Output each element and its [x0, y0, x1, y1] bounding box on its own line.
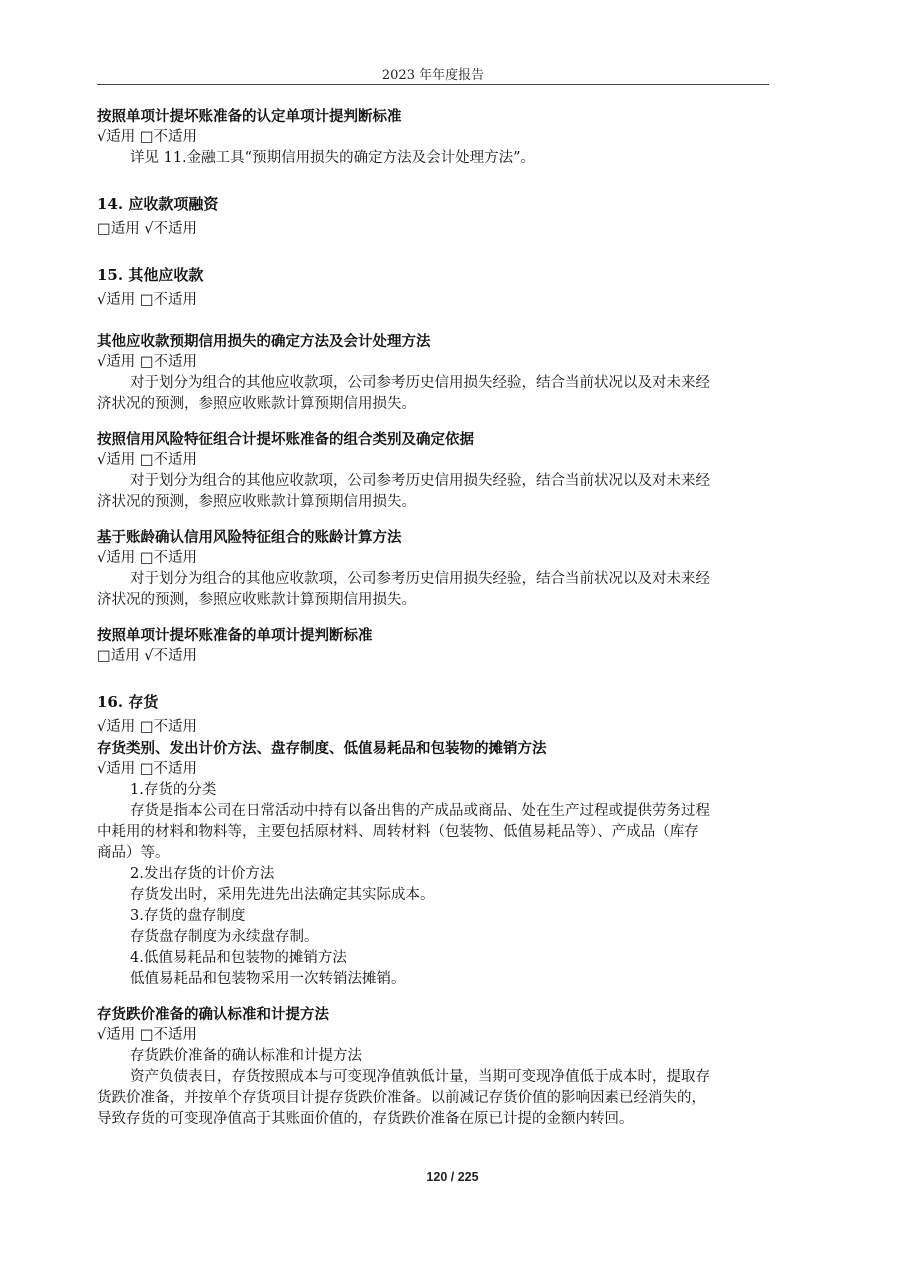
section-heading: 按照单项计提坏账准备的单项计提判断标准 — [97, 627, 373, 644]
paragraph-line: 存货是指本公司在日常活动中持有以备出售的产成品或商品、处在生产过程或提供劳务过程 — [130, 803, 710, 819]
paragraph-line: 存货发出时，采用先进先出法确定其实际成本。 — [130, 887, 435, 903]
page-number: 120 / 225 — [426, 1170, 479, 1184]
paragraph-line: 济状况的预测，参照应收账款计算预期信用损失。 — [97, 396, 416, 412]
applicability-options: √适用 □不适用 — [97, 719, 198, 735]
paragraph-line: 存货跌价准备的确认标准和计提方法 — [130, 1048, 362, 1064]
paragraph-line: 4.低值易耗品和包装物的摊销方法 — [130, 950, 347, 966]
paragraph-line: 对于划分为组合的其他应收款项，公司参考历史信用损失经验，结合当前状况以及对未来经 — [130, 375, 710, 391]
paragraph-line: 资产负债表日，存货按照成本与可变现净值孰低计量，当期可变现净值低于成本时，提取存 — [130, 1069, 710, 1085]
paragraph-line: 详见 11.金融工具“预期信用损失的确定方法及会计处理方法”。 — [130, 150, 535, 166]
paragraph-line: 2.发出存货的计价方法 — [130, 866, 275, 882]
paragraph-line: 商品）等。 — [97, 845, 170, 861]
paragraph-line: 济状况的预测，参照应收账款计算预期信用损失。 — [97, 592, 416, 608]
section-heading: 存货类别、发出计价方法、盘存制度、低值易耗品和包装物的摊销方法 — [97, 740, 547, 757]
paragraph-line: 存货盘存制度为永续盘存制。 — [130, 929, 319, 945]
paragraph-line: 导致存货的可变现净值高于其账面价值的，存货跌价准备在原已计提的金额内转回。 — [97, 1111, 634, 1127]
applicability-options: √适用 □不适用 — [97, 452, 198, 468]
section-14-title: 14. 应收款项融资 — [97, 195, 219, 213]
paragraph-line: 货跌价准备，并按单个存货项目计提存货跌价准备。以前减记存货价值的影响因素已经消失的， — [97, 1090, 706, 1106]
header-divider — [97, 84, 769, 85]
paragraph-line: 1.存货的分类 — [130, 782, 217, 798]
paragraph-line: 对于划分为组合的其他应收款项，公司参考历史信用损失经验，结合当前状况以及对未来经 — [130, 473, 710, 489]
applicability-options: √适用 □不适用 — [97, 1027, 198, 1043]
applicability-options: √适用 □不适用 — [97, 761, 198, 777]
paragraph-line: 济状况的预测，参照应收账款计算预期信用损失。 — [97, 494, 416, 510]
applicability-options: √适用 □不适用 — [97, 550, 198, 566]
applicability-options: □适用 √不适用 — [97, 221, 198, 237]
paragraph-line: 3.存货的盘存制度 — [130, 908, 246, 924]
page-body — [97, 106, 769, 1130]
paragraph-line: 中耗用的材料和物料等，主要包括原材料、周转材料（包装物、低值易耗品等）、产成品（库存 — [97, 824, 699, 840]
section-heading: 其他应收款预期信用损失的确定方法及会计处理方法 — [97, 333, 431, 350]
section-heading: 按照单项计提坏账准备的认定单项计提判断标准 — [97, 108, 402, 125]
paragraph-line: 低值易耗品和包装物采用一次转销法摊销。 — [130, 971, 406, 987]
applicability-options: √适用 □不适用 — [97, 354, 198, 370]
section-15-title: 15. 其他应收款 — [97, 266, 204, 284]
section-heading: 基于账龄确认信用风险特征组合的账龄计算方法 — [97, 529, 402, 546]
section-heading: 按照信用风险特征组合计提坏账准备的组合类别及确定依据 — [97, 431, 474, 448]
applicability-options: □适用 √不适用 — [97, 648, 198, 664]
applicability-options: √适用 □不适用 — [97, 292, 198, 308]
section-16-title: 16. 存货 — [97, 693, 159, 711]
applicability-options: √适用 □不适用 — [97, 129, 198, 145]
paragraph-line: 对于划分为组合的其他应收款项，公司参考历史信用损失经验，结合当前状况以及对未来经 — [130, 571, 710, 587]
section-heading: 存货跌价准备的确认标准和计提方法 — [97, 1006, 329, 1023]
page-header: 2023 年年度报告 — [381, 68, 485, 83]
